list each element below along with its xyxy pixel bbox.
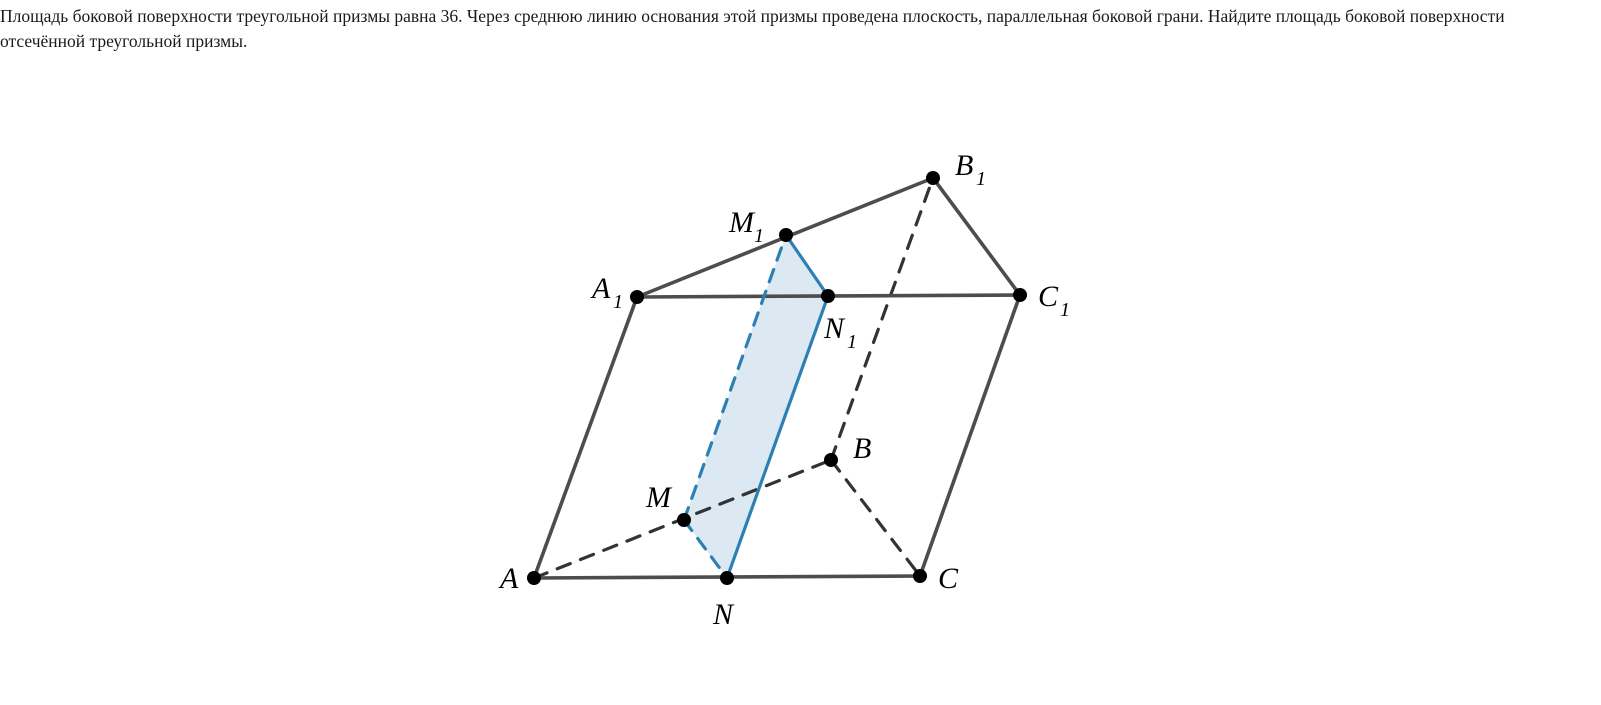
vertex-dot-N xyxy=(720,571,734,585)
vertex-dot-C xyxy=(913,569,927,583)
label-B1: B xyxy=(955,149,974,182)
geometry-figure xyxy=(0,70,1601,705)
edge-B-C xyxy=(831,460,920,576)
label-B1-subscript: 1 xyxy=(976,168,986,190)
problem-statement: Площадь боковой поверхности треугольной призмы равна 36. Через среднюю линию основания этой призмы проведена плоскость, параллельная боковой грани. Найдите площадь боковой поверхности отсечённой треугольной призмы. xyxy=(0,6,1505,51)
vertex-dot-C1 xyxy=(1013,288,1027,302)
label-B: B xyxy=(853,432,872,465)
vertex-dot-A xyxy=(527,571,541,585)
label-N1: N xyxy=(824,312,845,345)
label-C1-subscript: 1 xyxy=(1060,299,1070,321)
section-fill-MNN1M1 xyxy=(684,235,828,578)
label-M1: M xyxy=(729,206,754,239)
label-A: A xyxy=(500,562,519,595)
label-M1-subscript: 1 xyxy=(754,225,764,247)
vertex-dot-M xyxy=(677,513,691,527)
label-N1-subscript: 1 xyxy=(847,331,857,353)
edge-C-C1 xyxy=(920,295,1020,576)
label-M: M xyxy=(646,481,671,514)
label-A1-subscript: 1 xyxy=(613,291,623,313)
prism-diagram-svg xyxy=(0,70,1601,705)
vertex-dot-A1 xyxy=(630,290,644,304)
vertex-dot-B xyxy=(824,453,838,467)
edge-B1-C1 xyxy=(933,178,1020,295)
label-C: C xyxy=(938,562,959,595)
label-C1: C xyxy=(1038,280,1059,313)
label-A1: A xyxy=(592,272,611,305)
vertex-dot-N1 xyxy=(821,289,835,303)
vertex-dot-M1 xyxy=(779,228,793,242)
vertex-dot-B1 xyxy=(926,171,940,185)
edge-A-A1 xyxy=(534,297,637,578)
edge-B-B1 xyxy=(831,178,933,460)
label-N: N xyxy=(713,598,734,631)
